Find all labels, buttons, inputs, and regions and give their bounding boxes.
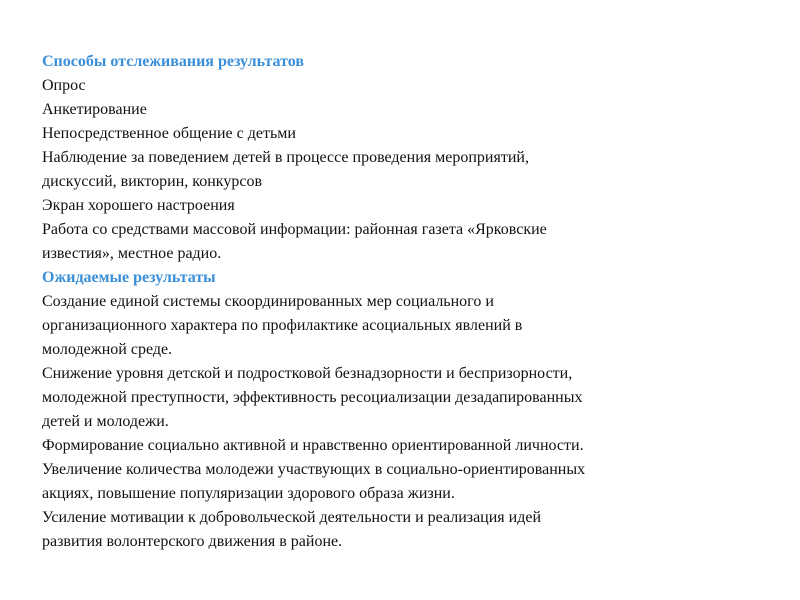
expected-result-line: Усиление мотивации к добровольческой деятельности и реализация идей bbox=[42, 509, 542, 526]
expected-results-heading: Ожидаемые результаты bbox=[42, 269, 216, 286]
tracking-method-line: Непосредственное общение с детьми bbox=[42, 125, 296, 142]
expected-result-line: акциях, повышение популяризации здорового образа жизни. bbox=[42, 485, 455, 502]
expected-result-line: молодежной среде. bbox=[42, 341, 173, 358]
expected-result-line: Снижение уровня детской и подростковой безнадзорности и беспризорности, bbox=[42, 365, 573, 382]
expected-result-line: Создание единой системы скоординированных мер социального и bbox=[42, 293, 494, 310]
expected-result-line: организационного характера по профилактике асоциальных явлений в bbox=[42, 317, 523, 334]
tracking-method-line: Анкетирование bbox=[42, 101, 147, 118]
tracking-methods-heading: Способы отслеживания результатов bbox=[42, 53, 304, 70]
expected-result-line: детей и молодежи. bbox=[42, 413, 169, 430]
expected-result-line: Формирование социально активной и нравственно ориентированной личности. bbox=[42, 437, 584, 454]
tracking-method-line: дискуссий, викторин, конкурсов bbox=[42, 173, 262, 190]
tracking-method-line: Опрос bbox=[42, 77, 86, 94]
expected-result-line: молодежной преступности, эффективность ресоциализации дезадапированных bbox=[42, 389, 583, 406]
expected-result-line: Увеличение количества молодежи участвующих в социально-ориентированных bbox=[42, 461, 586, 478]
slide-content bbox=[42, 50, 772, 554]
tracking-method-line: известия», местное радио. bbox=[42, 245, 222, 262]
tracking-method-line: Работа со средствами массовой информации: районная газета «Ярковские bbox=[42, 221, 547, 238]
expected-result-line: развития волонтерского движения в районе. bbox=[42, 533, 343, 550]
tracking-method-line: Наблюдение за поведением детей в процессе проведения мероприятий, bbox=[42, 149, 529, 166]
tracking-method-line: Экран хорошего настроения bbox=[42, 197, 235, 214]
